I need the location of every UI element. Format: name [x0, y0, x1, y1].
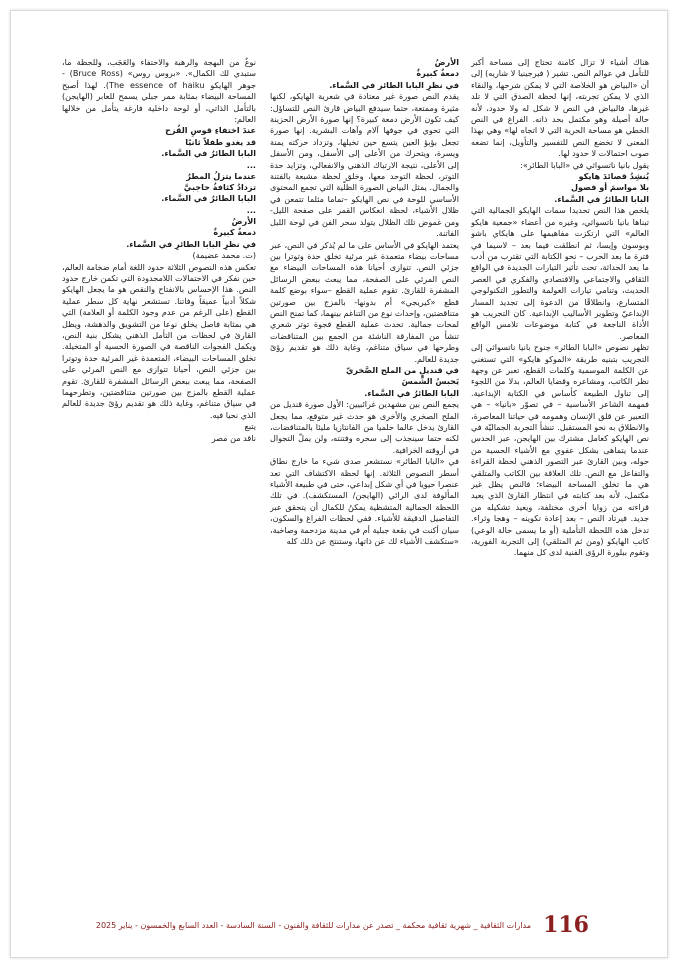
haiku-line: البابا الطائرُ في السَّماء.	[554, 193, 649, 204]
text-column-middle	[270, 57, 459, 919]
body-paragraph: (ت. محمد عضيمة)	[192, 250, 256, 261]
footer-publication-info: مدارات الثقافية _ شهرية ثقافية محكمة _ تصدر عن مدارات للثقافة والفنون - السنة السادسة - العدد السابع والخمسون - يناير 2025	[95, 921, 531, 930]
haiku-line: بلا مواسمَ أو فصول	[571, 182, 649, 193]
body-paragraph: يجمع النص بين مشهدين غرائبيين: الأول صورة قنديل من الملح الصخري والأخرى هو حدث غير متوقع، مما يجعل القارئ يدخل عالما حلميا من الفانتازيا مليئا بالمتناقضات، لكنه حتما سينجذب إلى سحره وفتنته، ولن يملّ التجوال في أروقته الخرافية.	[270, 399, 459, 455]
haiku-line: تزدادُ كثافةُ حاجبيَّ	[183, 182, 256, 193]
text-column-right	[471, 57, 649, 919]
haiku-line: البابا الطائرُ في السَّماء.	[161, 148, 256, 159]
body-paragraph: يعتمد الهايكو في الأساس على ما لم يُذكر في النص، عبر مساحات بيضاء متعمدة غير مرئية تخلق حدة وتوترا بين جزئي النص. تتوازى أحيانا هذه المساحات البيضاء مع النص المرئي على الصفحة، مما يبعث ببعض الرسائل المشفرة للقارئ. تقوم عملية القطع –سواء بوضع كلمة قطع «كيريجي» أم بدونها- بالمزج بين صورتين متناقضتين، وإحداث نوع من التناغم بينهما، كما تمنح النص لمحات جمالية. تحدث عملية القطع فجوة توتر شعري تنشأ من المفارقة الناشئة من الجمع بين المتناقضات وطرحها في سياق متناغم، وغاية ذلك هو تقديم رؤىً جديدة للعالم.	[270, 239, 459, 364]
magazine-page	[10, 10, 668, 958]
haiku-line: في نظرِ البابا الطائر في السَّماء.	[329, 79, 459, 90]
haiku-line: عندما يتزلُ المطرُ	[186, 170, 256, 181]
body-paragraph: يلخص هذا النص تحديدا سمات الهايكو الجمالية التي تبناها بانيا ناتسواثي، وغيره من أعضاء «جمعية هايكو العالم» التي ارتكزت مفاهيمها على هايكاي باشو وبوسون وإيسا، ثم انطلقت فيما بعد – لاسيما في فترة ما بعد الحرب – نحو الكتابة التي تقترب من أدب ما بعد الحداثة، تحت تأثير التيارات الجديدة في الواقع الثقافي والاجتماعي والاقتصادي والفكري في العصر الحديث، وتنامي تيارات العولمة والتطور التكنولوجي المتسارع، وانطلاقًا من الدعوة إلى تجديد المسار الإبداعيّ وتطوير الأساليب الإبداعية. كان التجريب هو الأداة الناجعة في كتابة موضوعات تلامس الواقع المعاصر.	[471, 205, 649, 341]
haiku-line: دمعةٌ كبيرةٌ	[416, 68, 459, 79]
page-footer	[31, 913, 651, 937]
haiku-line: البابا الطائرُ في السَّماء.	[364, 387, 459, 398]
haiku-line: الأرضُ	[231, 215, 256, 226]
body-paragraph: يقول بانيا ناتسواثي في «البابا الطائر»:	[520, 159, 649, 170]
ellipsis-separator: ...	[246, 204, 256, 215]
body-paragraph: يقدم النص صورة غير معتادة في شعرية الهايكو، لكنها مثيرة وممتعة، حتما سيدفع البياض قارئ النص للتساؤل: كيف تكون الأرض دمعة كبيرة؟ إنها صورة الأرض الحزينة التي تحوي في جوفها آلام وآهات البشرية. إنها صورة تجعل بؤبؤ العين يتسع حين تخيلها، وتزداد حركته يمنة ويسرة، ويتحرك من الأعلى إلى الأسفل، ومن الأسفل إلى الأعلى، نتيجة الارتباك الذهني والانفعالي، وتزايد حدة التوتر، لحظة التوحد معها، وخلق لحظة مشبعة بالفتنة والجمال. يمثل البياض الصورة الظلّية التي تجمع المحتوى الأساسي للوحة في نص الهايكو –تماما مثلما تتمعن في ظلال الأشياء، لحظة انعكاس القمر على صفحة الليل- ومن غموض تلك الظلال يتولد سحر الفن في لوحة الليل الفاتنة.	[270, 91, 459, 239]
haiku-line: يُنشِدُ قصائدَ هايكو	[578, 171, 649, 182]
haiku-line: في نظرِ البابا الطائرِ في السَّماء.	[126, 238, 256, 249]
haiku-line: دمعةٌ كبيرةٌ	[213, 227, 256, 238]
ellipsis-separator: ...	[246, 159, 256, 170]
body-paragraph: في «البابا الطائر» نستشعر صدى شيء ما خارج نطاق أسطر النصوص الثلاثة. إنها لحظة الاكتشاف التي تعد عنصرا حيويا في أي شكل إبداعي، حتى في طبيعة الأشياء المألوفة لدى الرائي (الهايجن/ المستكشف). في تلك اللحظة الجمالية المتشظية يمكنُ للكمال أن يتحقق عبر التفاصيل الدقيقة للأشياء. ففي لحظات الفراغ والسكون، سيان أكنت في بقعة جبلية أم في مدينة مزدحمة وصاخبة، «ستكشف الأشياء لك عن ذاتها، وستنتج عن ذلك كله	[270, 456, 459, 547]
body-paragraph: يتبع	[244, 421, 256, 432]
haiku-line: البابا الطائرُ في السَّماء.	[161, 193, 256, 204]
haiku-line: يَحبسُ الشَّمسَ	[401, 376, 459, 387]
haiku-line: عندَ اختفاءِ قوسِ القُزح	[165, 125, 256, 136]
haiku-line: قد يغدو طفلاً ثانيًا	[185, 136, 256, 147]
body-paragraph: هناك أشياء لا تزال كامنة تحتاج إلى مساحة أكبر للتأمل في عوالم النص. تشير ( فيرجينيا لا شاريه) إلى أن «البياض هو الخلاصة التي لا يمكن شرحها، والنقاء الذي لا يمكن تجربته، إنها لحظة الصدق التي لا تلد غيرها، فالبياض في النص لا شكل له ولا حدود، لأنه حالة أصيلة وهو مكتمل بحد ذاته. الفراغ في النص الخطي هو مساحة الحرية التي لا اتجاه لها» وهي بهذا المعنى لا تخضع النص للتفسير والتأويل، إنما تضعه صوب احتمالات لا حدود لها.	[471, 57, 649, 159]
body-paragraph: تعكس هذه النصوص الثلاثة حدود اللغة أمام ضخامة العالم، حين نفكر في الاحتمالات اللامحدودة التي تكمن خارج حدود النص. هذا الإحساس بالانفتاح والنقص هو ما يجعل الهايكو شكلاً أدبياً عميقاً وفاتنا. تستشعر نهاية كل سطر عملية القطع (على الرغم من عدم وجود الكلمة أو العلامة) التي هي بمثابة فاصل يخلق نوعا من التشويق والدهشة، ويظل القارئ في لحظات من التأمل الذهني يشكل بنية النص، ويكمل الفجوات الناقصة في الصورة الحسية أو المتخيلة. تخلق المساحات البيضاء، المتعمدة غير المرئية حدة وتوترا بين جزئي النص، أحيانا تتوازى مع النص المرئي على الصفحة، مما يبعث ببعض الرسائل المشفرة للقارئ. تقوم عملية القطع بالمزج بين صورتين متناقضتين، وتطرحهما في سياق متناغم، وغاية ذلك هو تقديم رؤىً جديدة للعالم الذي نحيا فيه.	[62, 261, 256, 420]
body-paragraph: ناقد من مصر	[211, 432, 256, 443]
body-paragraph: نوعٌ من البهجة والرهبة والاحتفاء والعَجَب، وللحظة ما، ستبدي لك الكمال». «بروس روس» (Bruce Ross) - جوهر الهايكو The essence of haiku). لهذا أصبح المساحة البيضاء بمثابة ممر جبلي يسمح للعابر (الهايجن) بالتأمل الذاتي، أو لوحة داخلية فارغة يتأمل من خلالها العالم:	[62, 57, 256, 125]
haiku-line: الأرضُ	[434, 57, 459, 67]
text-column-left	[62, 57, 256, 617]
body-paragraph: تظهر نصوص «البابا الطائر» جنوح بانيا ناتسواثي إلى التجريب بتبنيه طريقة «الموكو هايكو» التي تستغني عن الكلمة الموسمية وكلمات القطع، تعبر عن وجهة نظر الكاتب، ومشاعره وقضايا العالم، بدلا من اللجوء إلى تناول الطبيعة كأساس في الكتابة الإبداعية. فمهمة الشاعر الأساسية – في تصوّر «بانيا» – هي التعبير عن قلق الإنسان وهمومه في حياتنا المعاصرة، والانطلاق به نحو المستقبل. تنشأ التجربة الجماليّة في نص الهايكو كعامل مشترك بين الهايجن، عبر الحدس عندما يتماهى بشكل عفوي مع الأشياء الحسية من حوله، وبين القارئ عبر التصور الذهني لحظة القراءة والتفاعل مع النص. تلك العلاقة بين الكاتب والمتلقي هي ما تخلق المساحة البيضاء؛ فالنص يظل غير مكتمل، لأنه بعد كتابته في انتظار القارئ الذي يعيد قراءته من زوايا أخرى مختلفة، ويعيد تشكيله من جديد. فيرتاد النص – بعد إعادة تكوينه – وهجا وثراء. تدخل هذه اللحظة التأملية (أو ما يسمى حالة الوعي) كاتب الهايكو (ومن ثم المتلقي) إلى التجربة الفورية، وتقوم ببلورة الرؤى الفنية لدى كل منهما.	[471, 342, 649, 558]
haiku-line: في قنديلٍ من الملح الصَّخريّ	[345, 364, 459, 375]
page-number: 116	[543, 912, 589, 938]
